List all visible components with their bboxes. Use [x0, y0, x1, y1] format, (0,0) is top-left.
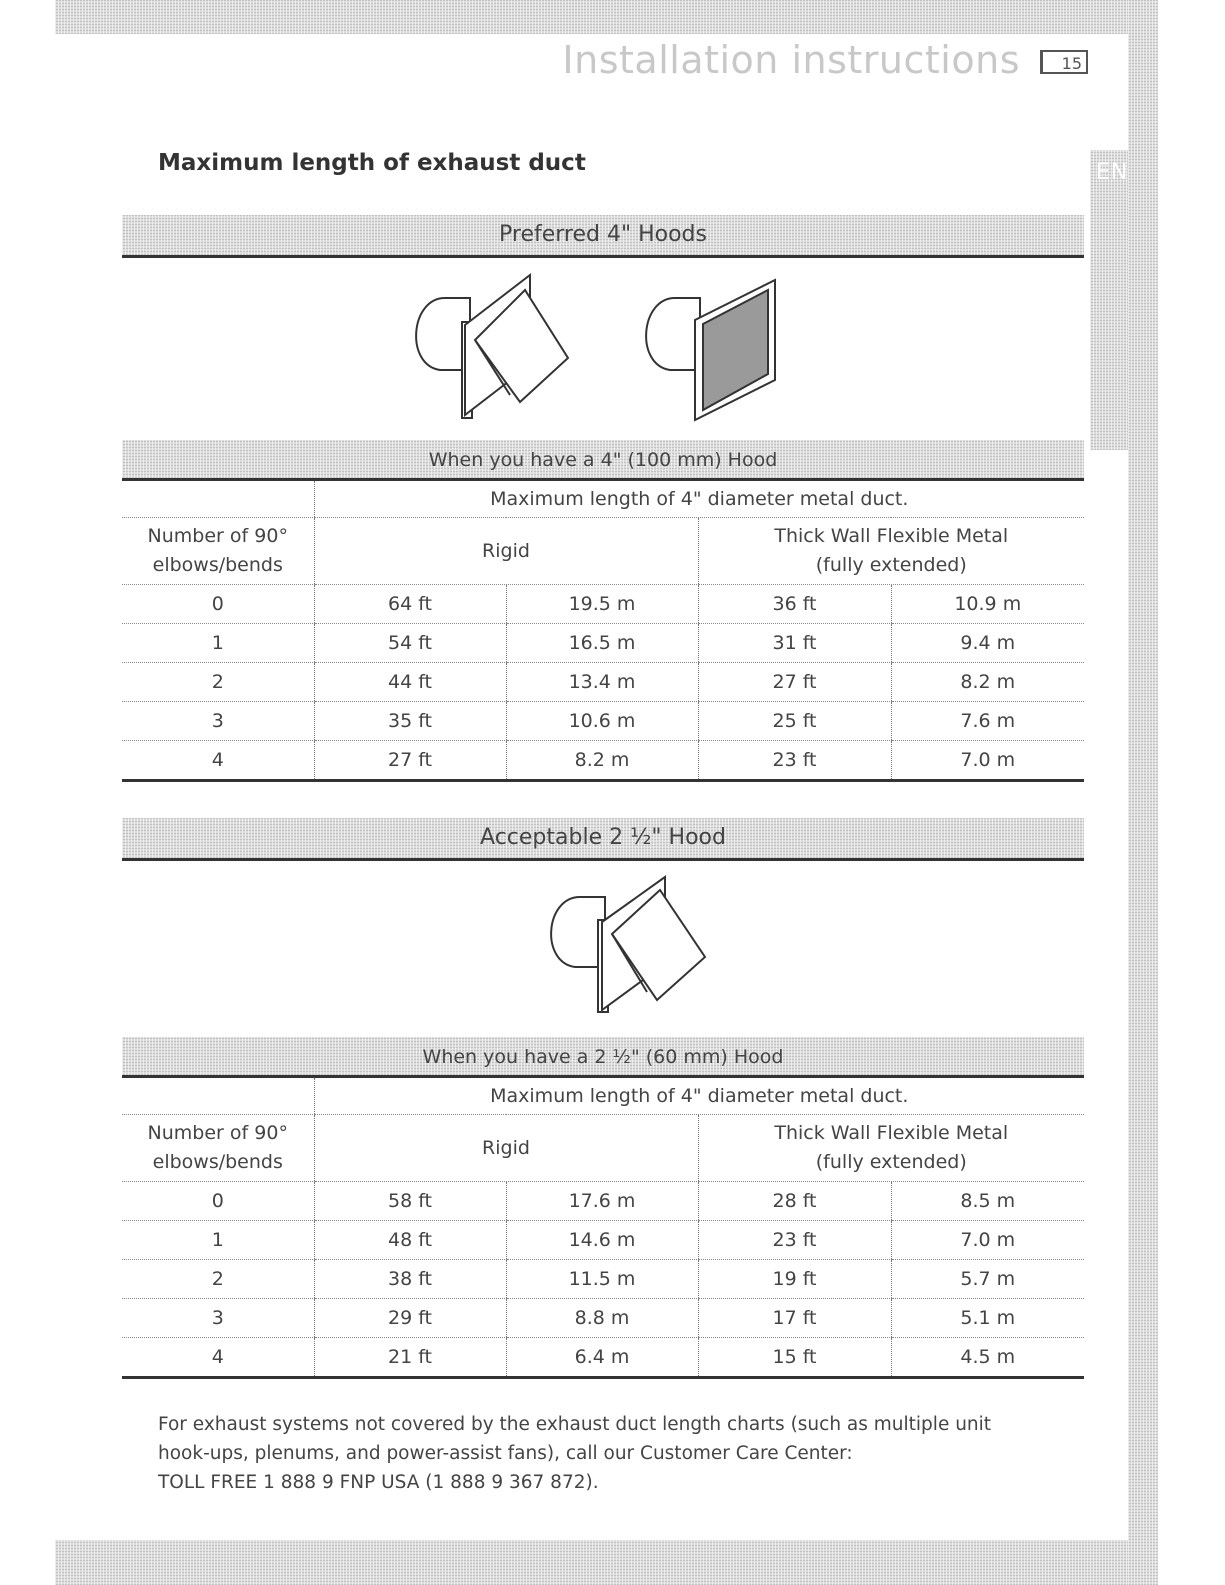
cell-flex-m: 7.0 m [891, 741, 1084, 781]
section-band-preferred-hoods: Preferred 4" Hoods [122, 215, 1084, 258]
cell-rigid-ft: 35 ft [314, 702, 506, 741]
table-row [122, 1182, 1084, 1221]
cell-rigid-ft: 29 ft [314, 1299, 506, 1338]
cell-rigid-ft: 48 ft [314, 1221, 506, 1260]
cell-flex-m: 8.2 m [891, 663, 1084, 702]
top-border-strip [55, 0, 1155, 34]
table-band-2-5in-hood: When you have a 2 ½" (60 mm) Hood [122, 1037, 1084, 1078]
table-row [122, 702, 1084, 741]
col-header-rigid: Rigid [314, 518, 698, 585]
cell-rigid-ft: 44 ft [314, 663, 506, 702]
table-row [122, 1338, 1084, 1378]
hood-illustration-louvered-and-grille [400, 270, 800, 430]
cell-flex-m: 8.5 m [891, 1182, 1084, 1221]
cell-flex-ft: 25 ft [698, 702, 891, 741]
page-heading: Maximum length of exhaust duct [158, 150, 586, 176]
cell-flex-ft: 31 ft [698, 624, 891, 663]
cell-rigid-m: 17.6 m [506, 1182, 698, 1221]
table-row [122, 741, 1084, 781]
language-tab-label: EN [1096, 160, 1129, 185]
language-tab [1090, 150, 1128, 450]
cell-elbows: 4 [122, 1338, 314, 1378]
cell-elbows: 2 [122, 663, 314, 702]
grille-hood-icon [646, 280, 775, 420]
table-row [122, 1221, 1084, 1260]
cell-rigid-m: 16.5 m [506, 624, 698, 663]
footer-line: hook-ups, plenums, and power-assist fans), call our Customer Care Center: [158, 1443, 853, 1464]
cell-elbows: 1 [122, 624, 314, 663]
cell-rigid-ft: 54 ft [314, 624, 506, 663]
cell-flex-m: 5.1 m [891, 1299, 1084, 1338]
table-row [122, 663, 1084, 702]
cell-rigid-ft: 27 ft [314, 741, 506, 781]
footer-line: For exhaust systems not covered by the exhaust duct length charts (such as multiple unit [158, 1414, 992, 1435]
cell-elbows: 2 [122, 1260, 314, 1299]
cell-rigid-m: 14.6 m [506, 1221, 698, 1260]
cell-rigid-ft: 21 ft [314, 1338, 506, 1378]
section-band-acceptable-hood: Acceptable 2 ½" Hood [122, 818, 1084, 861]
table-corner [122, 1078, 314, 1115]
cell-rigid-ft: 58 ft [314, 1182, 506, 1221]
cell-flex-ft: 28 ft [698, 1182, 891, 1221]
cell-elbows: 1 [122, 1221, 314, 1260]
bottom-border-strip [55, 1540, 1155, 1585]
page-number: 15 [1040, 50, 1088, 74]
page-header-title: Installation instructions [562, 38, 1020, 82]
cell-elbows: 3 [122, 702, 314, 741]
cell-flex-ft: 19 ft [698, 1260, 891, 1299]
cell-rigid-m: 8.8 m [506, 1299, 698, 1338]
cell-rigid-m: 8.2 m [506, 741, 698, 781]
cell-flex-ft: 17 ft [698, 1299, 891, 1338]
table-corner [122, 481, 314, 518]
col-header-rigid: Rigid [314, 1115, 698, 1182]
footer-toll-free: TOLL FREE 1 888 9 FNP USA (1 888 9 367 872). [158, 1472, 599, 1493]
cell-flex-m: 10.9 m [891, 585, 1084, 624]
col-header-elbows: Number of 90° elbows/bends [122, 1115, 314, 1182]
cell-flex-m: 5.7 m [891, 1260, 1084, 1299]
duct-length-table-2-5in [122, 1078, 1084, 1379]
louvered-hood-icon [416, 275, 568, 418]
cell-flex-ft: 15 ft [698, 1338, 891, 1378]
cell-elbows: 0 [122, 585, 314, 624]
col-header-flexible: Thick Wall Flexible Metal (fully extended) [698, 518, 1084, 585]
cell-flex-m: 7.0 m [891, 1221, 1084, 1260]
table-title: Maximum length of 4" diameter metal duct. [314, 1078, 1084, 1115]
cell-flex-m: 9.4 m [891, 624, 1084, 663]
footer-note [158, 1410, 1058, 1497]
cell-elbows: 3 [122, 1299, 314, 1338]
table-row [122, 1299, 1084, 1338]
cell-rigid-m: 10.6 m [506, 702, 698, 741]
right-border-strip [1128, 0, 1158, 1585]
table-row [122, 624, 1084, 663]
table-band-4in-hood: When you have a 4" (100 mm) Hood [122, 440, 1084, 481]
cell-rigid-m: 19.5 m [506, 585, 698, 624]
cell-elbows: 0 [122, 1182, 314, 1221]
cell-elbows: 4 [122, 741, 314, 781]
cell-flex-ft: 23 ft [698, 1221, 891, 1260]
col-header-flexible: Thick Wall Flexible Metal (fully extended) [698, 1115, 1084, 1182]
cell-rigid-ft: 38 ft [314, 1260, 506, 1299]
table-row [122, 585, 1084, 624]
table-row [122, 1260, 1084, 1299]
cell-flex-m: 7.6 m [891, 702, 1084, 741]
cell-rigid-m: 11.5 m [506, 1260, 698, 1299]
cell-rigid-m: 6.4 m [506, 1338, 698, 1378]
cell-flex-ft: 36 ft [698, 585, 891, 624]
col-header-elbows: Number of 90° elbows/bends [122, 518, 314, 585]
cell-rigid-ft: 64 ft [314, 585, 506, 624]
cell-rigid-m: 13.4 m [506, 663, 698, 702]
cell-flex-ft: 27 ft [698, 663, 891, 702]
cell-flex-m: 4.5 m [891, 1338, 1084, 1378]
louvered-hood-small-icon [540, 872, 720, 1022]
duct-length-table-4in [122, 481, 1084, 782]
table-title: Maximum length of 4" diameter metal duct. [314, 481, 1084, 518]
cell-flex-ft: 23 ft [698, 741, 891, 781]
